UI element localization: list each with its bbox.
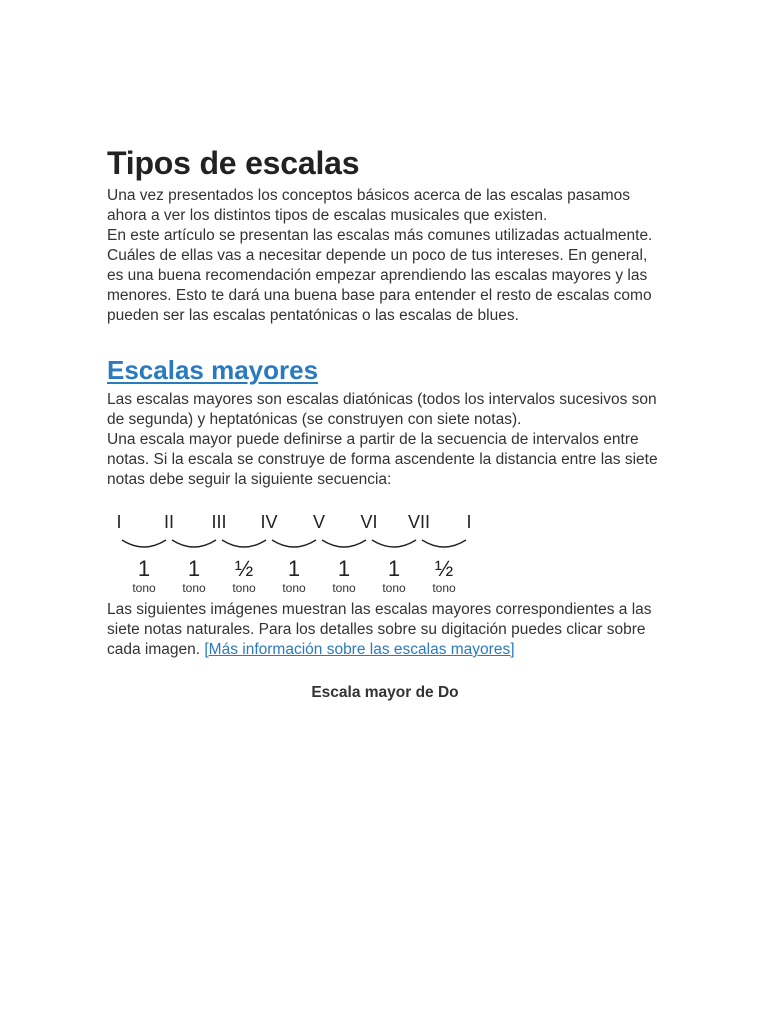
interval-arc-2 [172, 540, 216, 547]
interval-diagram [107, 510, 487, 600]
scale-degree-1: I [116, 512, 122, 532]
interval-unit-3: tono [232, 581, 256, 595]
more-info-link[interactable]: [Más información sobre las escalas mayores] [204, 641, 515, 658]
scale-degree-7: VII [407, 512, 431, 532]
interval-unit-7: tono [432, 581, 456, 595]
scale-degree-6: VI [360, 512, 378, 532]
interval-arc-7 [422, 540, 466, 547]
interval-value-3: ½ [234, 556, 254, 581]
interval-value-4: 1 [287, 556, 301, 581]
section-title-escalas-mayores[interactable]: Escalas mayores [107, 355, 319, 385]
interval-value-7: ½ [434, 556, 454, 581]
interval-arc-3 [222, 540, 266, 547]
interval-value-5: 1 [337, 556, 351, 581]
images-text: Las siguientes imágenes muestran las escalas mayores correspondientes a las siete notas naturales. Para los detalles sobre su digitación puedes clicar sobre cada imagen. [107, 601, 652, 658]
major-scales-definition: Las escalas mayores son escalas diatónicas (todos los intervalos sucesivos son de segunda) y heptatónicas (se construyen con siete notas). [107, 391, 657, 428]
interval-sequence-paragraph: Una escala mayor puede definirse a partir de la secuencia de intervalos entre notas. Si la escala se construye de forma ascendente la distancia entre las siete notas debe seguir la siguiente secuencia: [107, 431, 658, 488]
images-paragraph [107, 600, 667, 660]
interval-value-2: 1 [187, 556, 201, 581]
intro-paragraph: Una vez presentados los conceptos básicos acerca de las escalas pasamos ahora a ver los distintos tipos de escalas musicales que existen. [107, 187, 630, 224]
scale-degree-5: V [312, 512, 326, 532]
interval-arc-1 [122, 540, 166, 547]
scale-degree-2: II [163, 512, 175, 532]
interval-value-1: 1 [137, 556, 151, 581]
interval-unit-1: tono [132, 581, 156, 595]
scale-degree-4: IV [260, 512, 278, 532]
page-title: Tipos de escalas [107, 145, 360, 181]
interval-unit-2: tono [182, 581, 206, 595]
interval-arc-5 [322, 540, 366, 547]
article [107, 140, 667, 702]
interval-value-6: 1 [387, 556, 401, 581]
scale-degree-8: I [466, 512, 472, 532]
interval-unit-4: tono [282, 581, 306, 595]
interval-unit-5: tono [332, 581, 356, 595]
scale-degree-3: III [211, 512, 227, 532]
interval-arc-6 [372, 540, 416, 547]
interval-unit-6: tono [382, 581, 406, 595]
overview-paragraph: En este artículo se presentan las escalas más comunes utilizadas actualmente. Cuáles de ellas vas a necesitar depende un poco de tus intereses. En general, es una buena recomendación empezar aprendiendo las escalas mayores y las menores. Esto te dará una buena base para entender el resto de escalas como pueden ser las escalas pentatónicas o las escalas de blues. [107, 227, 653, 324]
interval-arc-4 [272, 540, 316, 547]
scale-caption: Escala mayor de Do [311, 684, 459, 701]
